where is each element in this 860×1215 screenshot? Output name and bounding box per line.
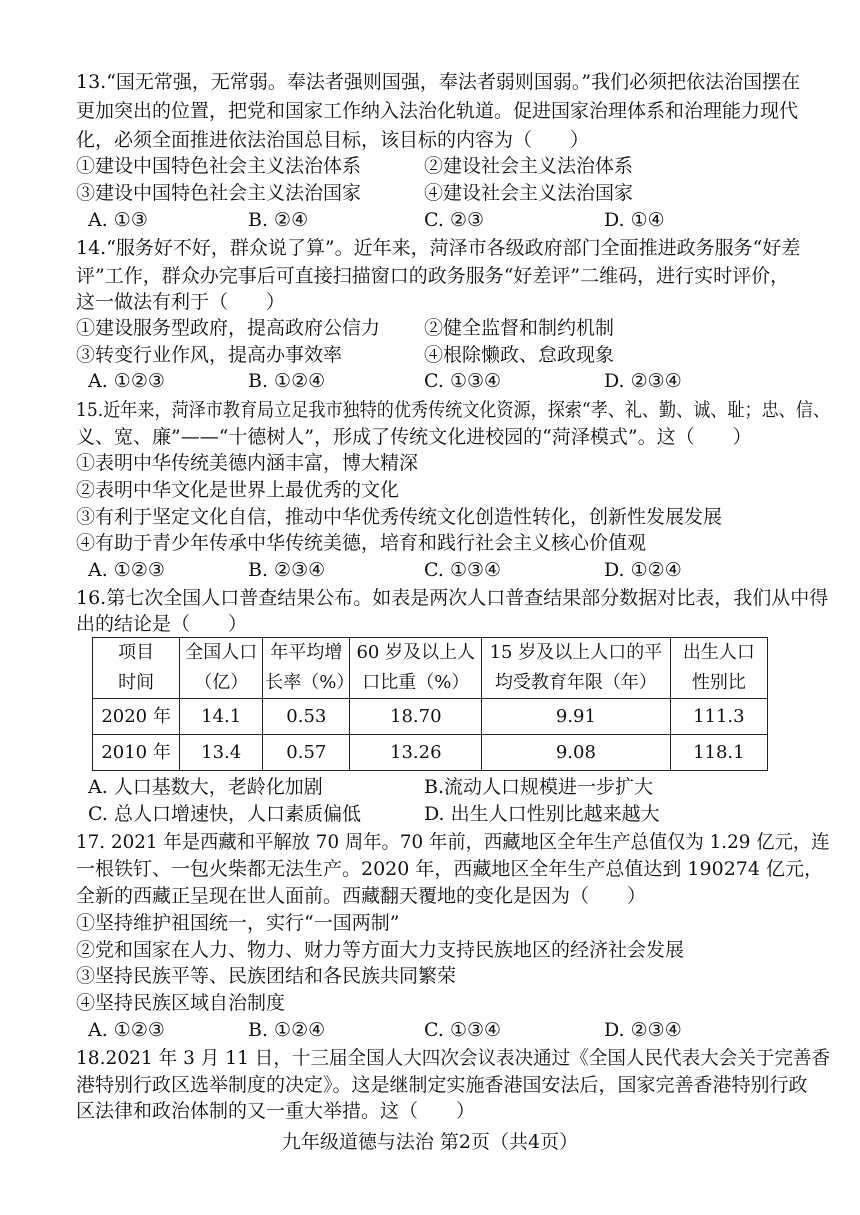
q17-item-1: ①坚持维护祖国统一，实行“一国两制” [76, 912, 400, 934]
q14-item-4: ④根除懒政、怠政现象 [424, 344, 615, 366]
q13-option-c: C. ②③ [424, 209, 485, 231]
q16-option-b: B.流动人口规模进一步扩大 [424, 776, 654, 798]
q14-item-3: ③转变行业作风，提高办事效率 [76, 344, 343, 366]
q18-stem-line-2: 港特别行政区选举制度的决定》。这是继制定实施香港国安法后，国家完善香港特别行政 [76, 1074, 808, 1096]
table-header-cell: 年平均增 长率（%） [263, 638, 350, 699]
q13-stem-line-2: 更加突出的位置，把党和国家工作纳入法治化轨道。促进国家治理体系和治理能力现代 [76, 100, 799, 122]
q14-item-2: ②健全监督和制约机制 [424, 317, 615, 339]
table-header-cell: 出生人口 性别比 [670, 638, 767, 699]
table-cell: 0.53 [263, 699, 350, 735]
q16-stem-line-2: 出的结论是（ ） [76, 613, 248, 635]
table-header-cell: 全国人口 （亿） [180, 638, 263, 699]
q13-item-4: ④建设社会主义法治国家 [424, 182, 634, 204]
q15-item-4: ④有助于青少年传承中华传统美德，培育和践行社会主义核心价值观 [76, 532, 647, 554]
q15-option-b: B. ②③④ [248, 559, 326, 581]
q15-option-a: A. ①②③ [88, 559, 165, 581]
q17-stem-line-2: 一根铁钉、一包火柴都无法生产。2020 年，西藏地区全年生产总值达到 190274 亿元， [76, 858, 824, 880]
table-header-cell: 15 岁及以上人口的平 均受教育年限（年） [482, 638, 671, 699]
q17-option-b: B. ①②④ [248, 1019, 326, 1041]
population-census-table [92, 637, 768, 771]
q14-option-b: B. ①②④ [248, 370, 326, 392]
q15-option-c: C. ①③④ [424, 559, 502, 581]
table-cell: 9.08 [482, 735, 671, 771]
q14-stem-line-2: 评”工作，群众办完事后可直接扫描窗口的政务服务“好差评”二维码，进行实时评价， [76, 265, 790, 287]
q13-stem-line-3: 化，必须全面推进依法治国总目标，该目标的内容为（ ） [76, 129, 590, 151]
table-row [93, 735, 768, 771]
q17-item-2: ②党和国家在人力、物力、财力等方面大力支持民族地区的经济社会发展 [76, 939, 685, 961]
q17-option-a: A. ①②③ [88, 1019, 165, 1041]
table-cell: 0.57 [263, 735, 350, 771]
q13-item-1: ①建设中国特色社会主义法治体系 [76, 155, 362, 177]
table-row [93, 699, 768, 735]
table-cell: 18.70 [350, 699, 482, 735]
table-cell: 111.3 [670, 699, 767, 735]
q15-stem-line-1: 15.近年来，菏泽市教育局立足我市独特的优秀传统文化资源，探索“孝、礼、勤、诚、耻；忠、信、 [76, 399, 830, 421]
table-cell: 13.4 [180, 735, 263, 771]
q16-option-d: D. 出生人口性别比越来越大 [424, 803, 660, 825]
q14-option-d: D. ②③④ [604, 370, 682, 392]
q17-stem-line-3: 全新的西藏正呈现在世人面前。西藏翻天覆地的变化是因为（ ） [76, 885, 647, 907]
page-footer: 九年级道德与法治 第2页（共4页） [281, 1131, 579, 1153]
q15-item-2: ②表明中华文化是世界上最优秀的文化 [76, 479, 400, 501]
q15-item-1: ①表明中华传统美德内涵丰富，博大精深 [76, 452, 419, 474]
q14-stem-line-3: 这一做法有利于（ ） [76, 291, 286, 313]
q16-stem-line-1: 16.第七次全国人口普查结果公布。如表是两次人口普查结果部分数据对比表，我们从中得 [76, 587, 829, 609]
q14-stem-line-1: 14.“服务好不好，群众说了算”。近年来，菏泽市各级政府部门全面推进政务服务“好差 [76, 237, 801, 259]
table-header-cell: 项目 时间 [93, 638, 180, 699]
q13-item-2: ②建设社会主义法治体系 [424, 155, 634, 177]
table-cell: 2020 年 [93, 699, 180, 735]
q13-option-b: B. ②④ [248, 209, 309, 231]
q15-option-d: D. ①②④ [604, 559, 682, 581]
table-header-row [93, 638, 768, 699]
q17-option-d: D. ②③④ [604, 1019, 682, 1041]
table-cell: 13.26 [350, 735, 482, 771]
q15-stem-line-2: 义、宽、廉”——“十德树人”，形成了传统文化进校园的“菏泽模式”。这（ ） [76, 426, 752, 448]
q15-item-3: ③有利于坚定文化自信，推动中华优秀传统文化创造性转化，创新性发展发展 [76, 506, 723, 528]
q14-option-c: C. ①③④ [424, 370, 502, 392]
q16-option-a: A. 人口基数大，老龄化加剧 [88, 776, 323, 798]
table-cell: 118.1 [670, 735, 767, 771]
q13-stem-line-1: 13.“国无常强，无常弱。奉法者强则国强，奉法者弱则国弱。”我们必须把依法治国摆在 [76, 71, 801, 93]
q17-item-4: ④坚持民族区域自治制度 [76, 992, 286, 1014]
q13-option-a: A. ①③ [88, 209, 148, 231]
table-cell: 9.91 [482, 699, 671, 735]
table-cell: 2010 年 [93, 735, 180, 771]
q17-stem-line-1: 17. 2021 年是西藏和平解放 70 周年。70 年前，西藏地区全年生产总值仅为 1.29 亿元，连 [76, 831, 830, 853]
q14-item-1: ①建设服务型政府，提高政府公信力 [76, 317, 381, 339]
table-header-cell: 60 岁及以上人 口比重（%） [350, 638, 482, 699]
q18-stem-line-3: 区法律和政治体制的又一重大举措。这（ ） [76, 1100, 476, 1122]
q18-stem-line-1: 18.2021 年 3 月 11 日，十三届全国人大四次会议表决通过《全国人民代表大会关于完善香 [76, 1047, 831, 1069]
q13-item-3: ③建设中国特色社会主义法治国家 [76, 182, 362, 204]
q17-item-3: ③坚持民族平等、民族团结和各民族共同繁荣 [76, 965, 457, 987]
q17-option-c: C. ①③④ [424, 1019, 502, 1041]
q14-option-a: A. ①②③ [88, 370, 165, 392]
q13-option-d: D. ①④ [604, 209, 665, 231]
q16-option-c: C. 总人口增速快，人口素质偏低 [88, 803, 361, 825]
table-cell: 14.1 [180, 699, 263, 735]
